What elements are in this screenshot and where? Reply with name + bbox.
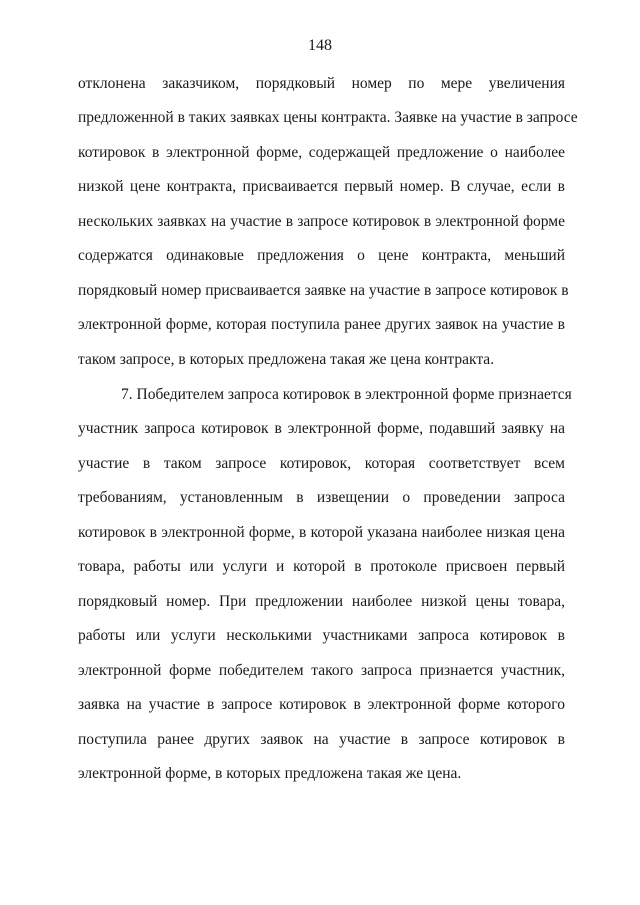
text-line: электронной форме, в которых предложена такая же цена. — [78, 765, 462, 782]
text-line: электронной форме победителем такого запроса признается участник, — [78, 662, 565, 679]
text-line: заявка на участие в запросе котировок в электронной форме которого — [78, 696, 565, 713]
text-line: работы или услуги несколькими участниками запроса котировок в — [78, 627, 565, 644]
text-line: участник запроса котировок в электронной форме, подавший заявку на — [78, 420, 565, 437]
text-line: участие в таком запросе котировок, которая соответствует всем — [78, 455, 565, 472]
text-line: таком запросе, в которых предложена такая же цена контракта. — [78, 351, 495, 368]
text-line: товара, работы или услуги и которой в протоколе присвоен первый — [78, 558, 565, 575]
text-line: низкой цене контракта, присваивается первый номер. В случае, если в — [78, 178, 565, 195]
text-line: поступила ранее других заявок на участие в запросе котировок в — [78, 731, 565, 748]
text-line: порядковый номер присваивается заявке на участие в запросе котировок в — [78, 282, 569, 299]
text-line: содержатся одинаковые предложения о цене контракта, меньший — [78, 247, 565, 264]
text-line: порядковый номер. При предложении наиболее низкой цены товара, — [78, 593, 565, 610]
text-line: котировок в электронной форме, содержащей предложение о наиболее — [78, 144, 565, 161]
text-line: котировок в электронной форме, в которой указана наиболее низкая цена — [78, 524, 565, 541]
text-line: отклонена заказчиком, порядковый номер по мере увеличения — [78, 75, 565, 92]
text-line: 7. Победителем запроса котировок в электронной форме признается — [121, 386, 572, 403]
page-number: 148 — [308, 37, 332, 54]
text-line: нескольких заявках на участие в запросе котировок в электронной форме — [78, 213, 565, 230]
text-line: предложенной в таких заявках цены контракта. Заявке на участие в запросе — [78, 109, 578, 126]
text-line: электронной форме, которая поступила ранее других заявок на участие в — [78, 316, 565, 333]
text-line: требованиям, установленным в извещении о проведении запроса — [78, 489, 565, 506]
